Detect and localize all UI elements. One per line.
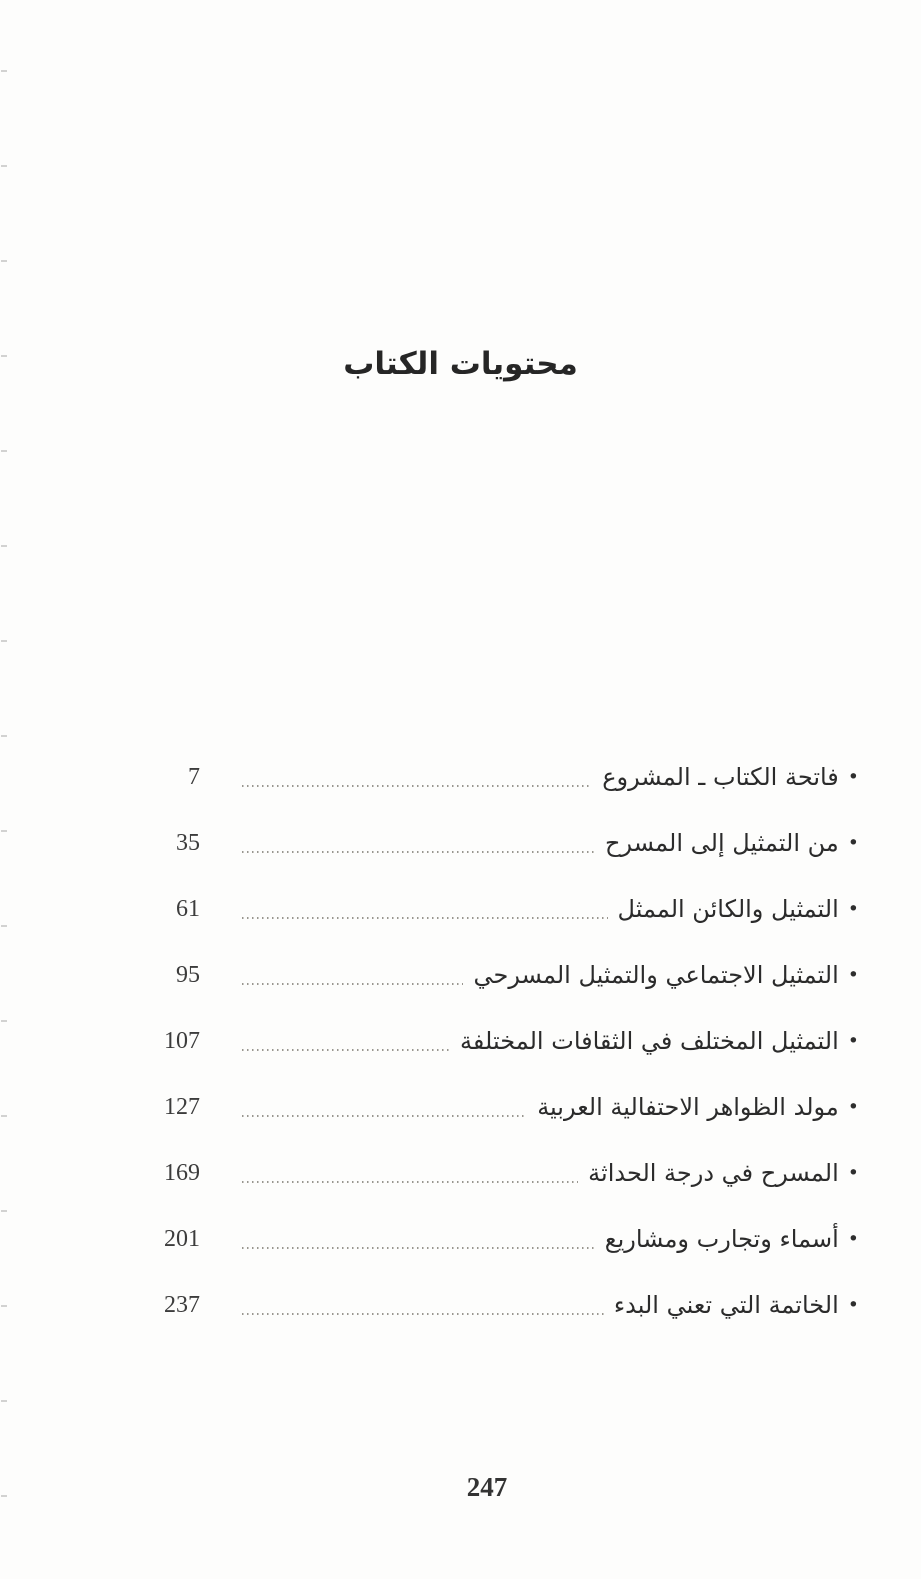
bullet-icon: • xyxy=(847,964,859,986)
toc-entry-row xyxy=(150,1286,859,1326)
dotted-leader xyxy=(242,1181,578,1183)
toc-entry-row xyxy=(150,1088,859,1128)
dotted-leader xyxy=(242,983,463,985)
toc-entry-label: مولد الظواهر الاحتفالية العربية xyxy=(537,1093,839,1121)
dotted-leader xyxy=(242,1115,527,1117)
toc-entry-row xyxy=(150,956,859,996)
toc-entry-label: التمثيل والكائن الممثل xyxy=(617,895,839,923)
bullet-icon: • xyxy=(847,898,859,920)
toc-entry-page-number: 7 xyxy=(188,764,200,790)
toc-entry-row xyxy=(150,824,859,864)
bullet-icon: • xyxy=(847,1228,859,1250)
toc-entry-page-number: 237 xyxy=(164,1292,200,1318)
bullet-icon: • xyxy=(847,1096,859,1118)
footer-page-number: 247 xyxy=(466,1472,508,1502)
toc-entry-page-number: 169 xyxy=(164,1160,200,1186)
toc-entry-label: التمثيل المختلف في الثقافات المختلفة xyxy=(460,1027,839,1055)
dotted-leader xyxy=(242,1247,595,1249)
toc-entry-label: أسماء وتجارب ومشاريع xyxy=(604,1225,839,1253)
scan-artifact-marks xyxy=(1,70,7,1520)
toc-entry-row xyxy=(150,1154,859,1194)
toc-list xyxy=(150,758,859,1352)
bullet-icon: • xyxy=(847,1030,859,1052)
toc-entry-row xyxy=(150,1220,859,1260)
toc-entry-label: من التمثيل إلى المسرح xyxy=(605,829,839,857)
toc-entry-page-number: 61 xyxy=(176,896,200,922)
toc-entry-row xyxy=(150,890,859,930)
toc-entry-label: التمثيل الاجتماعي والتمثيل المسرحي xyxy=(473,961,839,989)
toc-entry-page-number: 35 xyxy=(176,830,200,856)
dotted-leader xyxy=(242,1313,604,1315)
dotted-leader xyxy=(242,851,595,853)
dotted-leader xyxy=(242,1049,450,1051)
dotted-leader xyxy=(242,785,592,787)
toc-entry-row xyxy=(150,1022,859,1062)
toc-entry-page-number: 95 xyxy=(176,962,200,988)
bullet-icon: • xyxy=(847,832,859,854)
toc-entry-page-number: 201 xyxy=(164,1226,200,1252)
toc-entry-page-number: 107 xyxy=(164,1028,200,1054)
bullet-icon: • xyxy=(847,766,859,788)
toc-entry-label: الخاتمة التي تعني البدء xyxy=(613,1291,839,1319)
bullet-icon: • xyxy=(847,1294,859,1316)
toc-entry-label: فاتحة الكتاب ـ المشروع xyxy=(602,763,839,791)
toc-entry-row xyxy=(150,758,859,798)
toc-entry-page-number: 127 xyxy=(164,1094,200,1120)
page-title: محتويات الكتاب xyxy=(343,346,578,382)
toc-entry-label: المسرح في درجة الحداثة xyxy=(588,1159,839,1187)
dotted-leader xyxy=(242,917,608,919)
bullet-icon: • xyxy=(847,1162,859,1184)
